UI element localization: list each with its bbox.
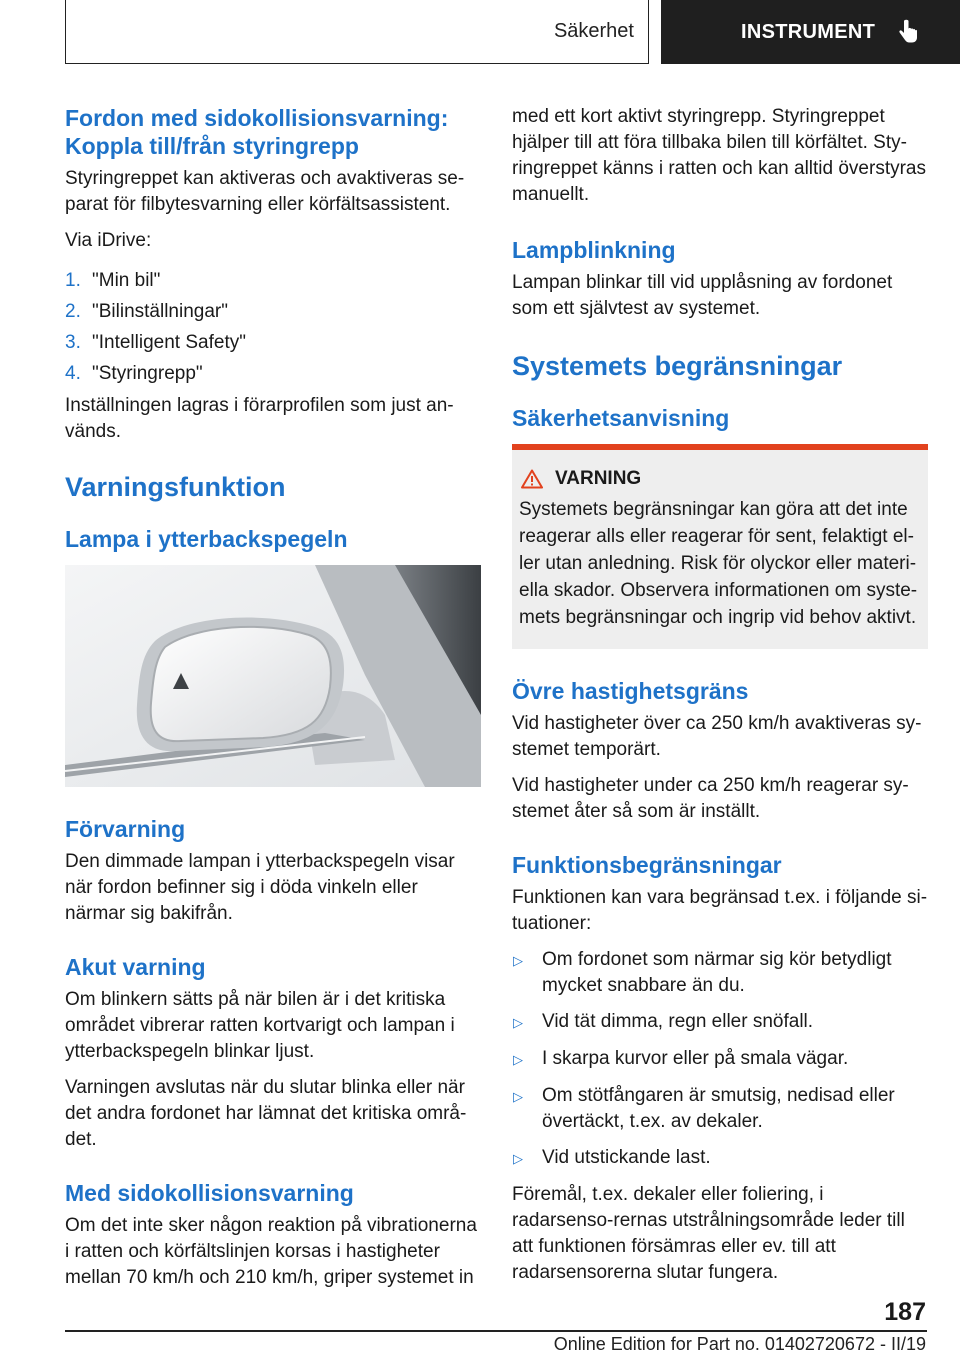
edition-text: Online Edition for Part no. 01402720672 - II/19 (553, 1334, 926, 1354)
bullet-triangle-icon: ▷ (513, 1052, 523, 1067)
right-column (512, 104, 928, 1296)
list-item (65, 299, 481, 325)
step-text: "Bilinställningar" (92, 301, 228, 322)
list-item (65, 330, 481, 356)
para-ovre-1: Vid hastigheter över ca 250 km/h avaktiveras sy-stemet temporärt. (512, 713, 922, 760)
bullet-text: Om fordonet som närmar sig kör betydligt mycket snabbare än du. (542, 949, 892, 996)
heading-systemets-begransningar: Systemets begränsningar (512, 351, 843, 381)
para-akut-2: Varningen avslutas när du slutar blinka eller när det andra fordonet har lämnat det kritiska områ-det. (65, 1077, 467, 1150)
page-number: 187 (884, 1298, 926, 1326)
heading-ovre-hastighetsgrans: Övre hastighetsgräns (512, 678, 749, 704)
chapter-tab (661, 0, 960, 64)
footer-divider (65, 1330, 927, 1332)
warning-triangle-icon (521, 469, 543, 489)
warning-label: VARNING (555, 468, 642, 489)
para-final: Föremål, t.ex. dekaler eller foliering, i radarsenso-rernas utstrålningsområde leder till att funktionen försämras eller ev. till att radarsensorerna slutar fungera. (512, 1184, 905, 1283)
bullet-text: Vid tät dimma, regn eller snöfall. (542, 1011, 814, 1032)
heading-forvarning: Förvarning (65, 816, 186, 842)
para-lampblinkning: Lampan blinkar till vid upplåsning av fordonet som ett självtest av systemet. (512, 272, 893, 319)
bullet-triangle-icon: ▷ (513, 1151, 523, 1166)
para-styringrepp: Styringreppet kan aktiveras och avaktiveras se-parat för filbytesvarning eller körfältsassistent. (65, 168, 465, 215)
left-column (65, 104, 481, 1301)
list-item (65, 268, 481, 294)
para-med-sidokollision: Om det inte sker någon reaktion på vibrationerna i ratten och körfältslinjen korsas i hastigheter mellan 70 km/h och 210 km/h, griper systemet in (65, 1215, 477, 1288)
para-saved: Inställningen lagras i förarprofilen som just an-vänds. (65, 395, 454, 442)
heading-funktionsbegransningar: Funktionsbegränsningar (512, 852, 782, 878)
para-via: Via iDrive: (65, 230, 152, 251)
bullet-triangle-icon: ▷ (513, 1015, 523, 1030)
step-number: 4. (65, 363, 81, 384)
warning-text: Systemets begränsningar kan göra att det inte reagerar alls eller reagerar för sent, felaktigt el-ler utan anledning. Risk för olyckor eller materi-ella skador. Observera informationen om syste-mets begränsningar och ingrip vid behov aktivt. (519, 499, 918, 628)
para-continued: med ett kort aktivt styringrepp. Styringreppet hjälper till att föra tillbaka bilen till körfältet. Sty-ringreppet känns i ratten och kan alltid överstyras manuellt. (512, 106, 926, 205)
heading-sakerhetsanvisning: Säkerhetsanvisning (512, 405, 730, 431)
heading-akut: Akut varning (65, 954, 206, 980)
para-akut-1: Om blinkern sätts på när bilen är i det kritiska området vibrerar ratten kortvarigt och lampan i ytterbackspegeln blinkar ljust. (65, 989, 455, 1062)
heading-varningsfunktion: Varningsfunktion (65, 472, 286, 502)
para-funktion: Funktionen kan vara begränsad t.ex. i följande si-tuationer: (512, 887, 928, 934)
list-item (512, 1145, 928, 1172)
step-number: 1. (65, 270, 81, 291)
chapter-label: INSTRUMENT (741, 20, 876, 43)
para-ovre-2: Vid hastigheter under ca 250 km/h reagerar sy-stemet åter så som är inställt. (512, 775, 909, 822)
step-text: "Styringrepp" (92, 363, 203, 384)
bullet-text: I skarpa kurvor eller på smala vägar. (542, 1048, 849, 1069)
mirror-warning-lamp-image (65, 565, 481, 787)
heading-lampblinkning: Lampblinkning (512, 237, 676, 263)
step-number: 2. (65, 301, 81, 322)
step-text: "Min bil" (92, 270, 161, 291)
bullet-triangle-icon: ▷ (513, 953, 523, 968)
list-item (512, 1083, 928, 1135)
bullet-triangle-icon: ▷ (513, 1089, 523, 1104)
bullet-text: Om stötfångaren är smutsig, nedisad eller övertäckt, t.ex. av dekaler. (542, 1085, 895, 1132)
heading-lampa: Lampa i ytterbackspegeln (65, 526, 348, 552)
hand-pointer-icon (897, 19, 919, 45)
list-item (512, 947, 928, 999)
step-list (65, 268, 481, 387)
para-forvarning: Den dimmade lampan i ytterbackspegeln visar när fordon befinner sig i döda vinkeln eller närmar sig bakifrån. (65, 851, 455, 924)
list-item (512, 1046, 928, 1073)
heading-styringrepp: Fordon med sidokollisionsvarning: Koppla till/från styringrepp (65, 105, 449, 159)
warning-box (512, 444, 928, 649)
step-text: "Intelligent Safety" (92, 332, 246, 353)
list-item (512, 1009, 928, 1036)
warning-title (519, 468, 920, 490)
step-number: 3. (65, 332, 81, 353)
section-tab (65, 0, 649, 64)
limitation-list (512, 947, 928, 1172)
section-label: Säkerhet (553, 20, 634, 42)
list-item (65, 361, 481, 387)
heading-med-sidokollision: Med sidokollisionsvarning (65, 1180, 354, 1206)
bullet-text: Vid utstickande last. (542, 1147, 711, 1168)
